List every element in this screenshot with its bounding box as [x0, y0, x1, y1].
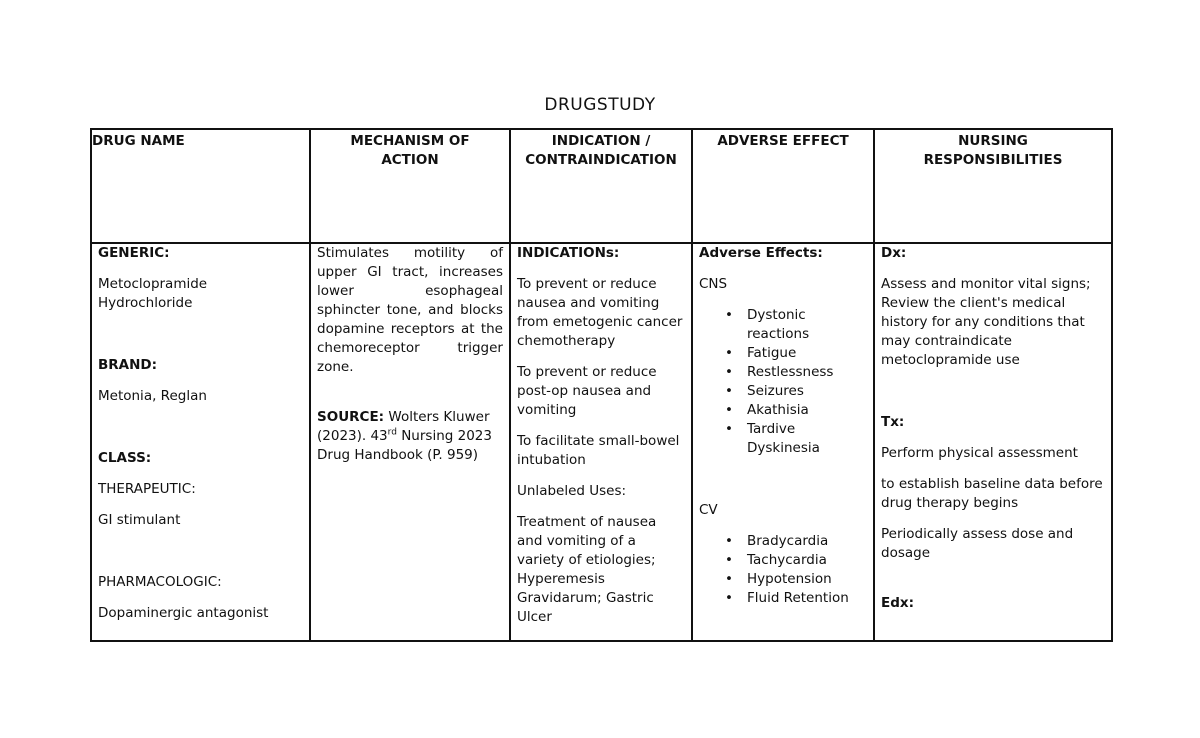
- indications-label: INDICATIONs:: [517, 245, 620, 261]
- header-indication: [510, 129, 692, 243]
- pharmacologic-value: Dopaminergic antagonist: [98, 605, 269, 621]
- header-nursing-text: NURSING RESPONSIBILITIES: [923, 133, 1063, 168]
- unlabeled-label: Unlabeled Uses:: [517, 483, 627, 499]
- header-indication-text: INDICATION / CONTRAINDICATION: [525, 133, 677, 168]
- header-adverse: ADVERSE EFFECT: [692, 129, 874, 243]
- header-drug-name: DRUG NAME: [91, 129, 310, 243]
- header-nursing: [874, 129, 1112, 243]
- indication-item: To prevent or reduce nausea and vomiting from emetogenic cancer chemotherapy: [517, 276, 683, 349]
- list-item: • Fatigue: [747, 344, 867, 363]
- list-item: • Akathisia: [747, 401, 867, 420]
- class-label: CLASS:: [98, 450, 152, 466]
- document-title: DRUGSTUDY: [544, 95, 656, 115]
- source-text-a: Wolters Kluwer (2023). 43: [317, 409, 490, 444]
- therapeutic-value: GI stimulant: [98, 512, 181, 528]
- list-item: • Fluid Retention: [747, 589, 867, 608]
- list-item: • Tachycardia: [747, 551, 867, 570]
- header-mechanism-text: MECHANISM OF ACTION: [350, 133, 470, 168]
- cell-drug-name: [91, 243, 310, 641]
- header-mechanism: [310, 129, 510, 243]
- tx-item: to establish baseline data before drug therapy begins: [881, 476, 1103, 511]
- tx-item: Perform physical assessment: [881, 445, 1078, 461]
- list-item: • Seizures: [747, 382, 867, 401]
- tx-item: Periodically assess dose and dosage: [881, 526, 1074, 561]
- source-label: SOURCE:: [317, 409, 385, 425]
- generic-value: Metoclopramide Hydrochloride: [98, 276, 208, 311]
- therapeutic-label: THERAPEUTIC:: [98, 481, 196, 497]
- edx-label: Edx:: [881, 595, 914, 611]
- list-item: • Dystonic reactions: [747, 306, 867, 344]
- list-item: • Restlessness: [747, 363, 867, 382]
- indication-item: To prevent or reduce post-op nausea and vomiting: [517, 364, 657, 418]
- list-item: • Bradycardia: [747, 532, 867, 551]
- list-item: • Tardive Dyskinesia: [747, 420, 867, 458]
- brand-label: BRAND:: [98, 357, 158, 373]
- cell-mechanism: [310, 243, 510, 641]
- body-row: [91, 243, 1112, 641]
- header-row: [91, 129, 1112, 243]
- cv-list: [699, 532, 867, 608]
- cell-nursing: [874, 243, 1112, 641]
- mechanism-source: [317, 408, 503, 465]
- mechanism-text: Stimulates motility of upper GI tract, increases lower esophageal sphincter tone, and blocks dopamine receptors at the chemoreceptor trigger zone.: [317, 245, 503, 375]
- unlabeled-text: Treatment of nausea and vomiting of a variety of etiologies; Hyperemesis Gravidarum; Gastric Ulcer: [517, 514, 657, 625]
- cell-adverse: [692, 243, 874, 641]
- dx-text: Assess and monitor vital signs; Review the client's medical history for any conditions that may contraindicate metoclopramide use: [881, 276, 1091, 368]
- indication-item: To facilitate small-bowel intubation: [517, 433, 680, 468]
- drug-study-table: [90, 128, 1113, 642]
- cns-label: CNS: [699, 276, 728, 292]
- cell-indication: [510, 243, 692, 641]
- adverse-label: Adverse Effects:: [699, 245, 823, 261]
- generic-label: GENERIC:: [98, 245, 170, 261]
- tx-label: Tx:: [881, 414, 905, 430]
- brand-value: Metonia, Reglan: [98, 388, 207, 404]
- list-item: • Hypotension: [747, 570, 867, 589]
- pharmacologic-label: PHARMACOLOGIC:: [98, 574, 222, 590]
- dx-label: Dx:: [881, 245, 907, 261]
- source-text-b: Nursing 2023 Drug Handbook (P. 959): [317, 428, 492, 463]
- cns-list: [699, 306, 867, 458]
- source-sup: rd: [387, 427, 397, 438]
- cv-label: CV: [699, 502, 718, 518]
